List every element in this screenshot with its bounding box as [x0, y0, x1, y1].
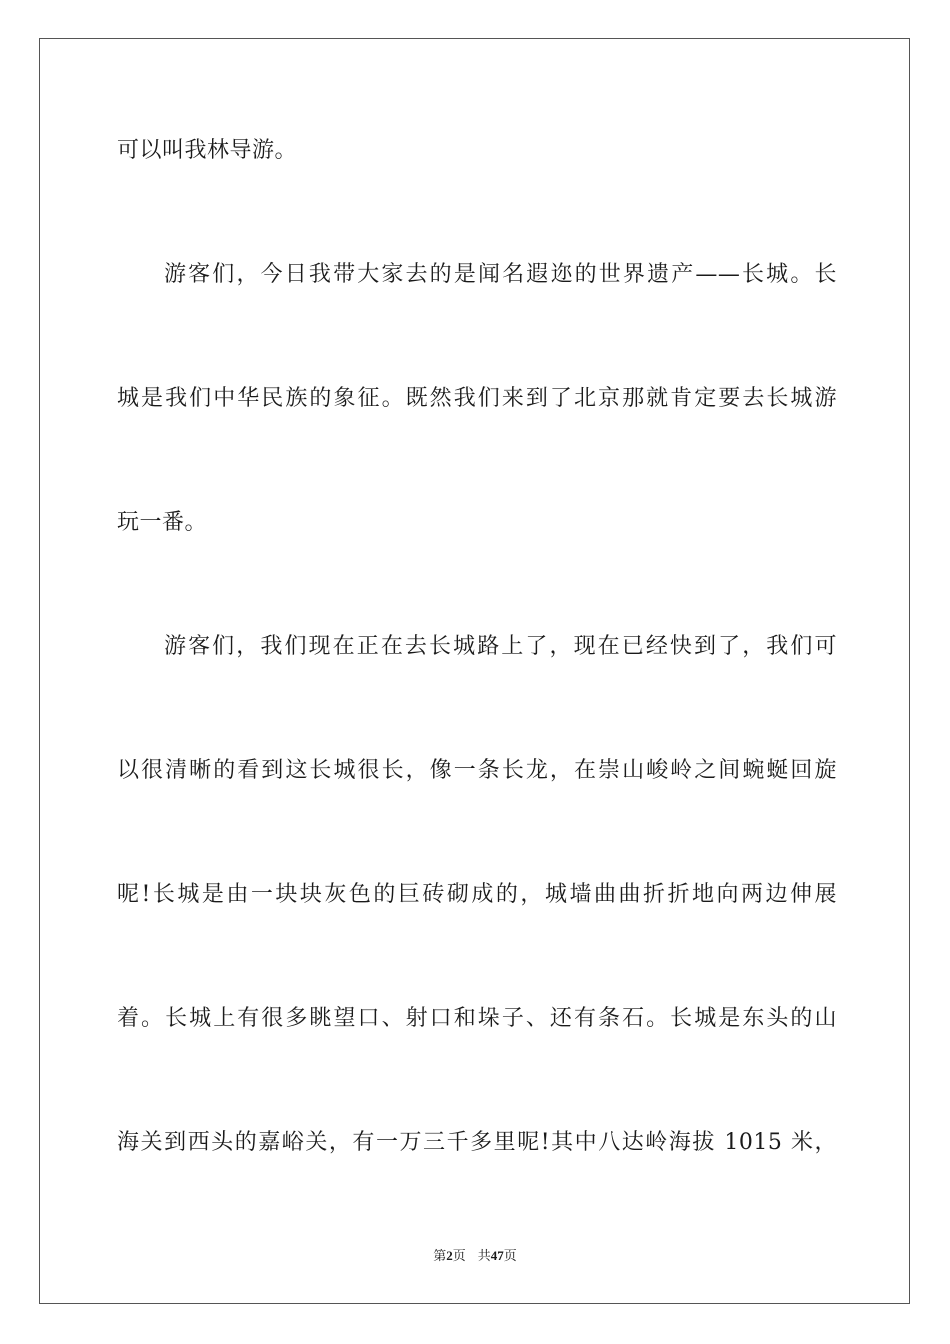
total-suffix: 页	[503, 1249, 517, 1264]
page-prefix: 第	[433, 1249, 447, 1264]
total-pages: 47	[490, 1248, 504, 1263]
page-border	[39, 38, 910, 1304]
total-prefix: 共	[477, 1249, 491, 1264]
text-line-4: 玩一番。	[117, 510, 208, 535]
text-line-7: 呢!长城是由一块块灰色的巨砖砌成的，城墙曲曲折折地向两边伸展	[117, 882, 837, 907]
text-line-3: 城是我们中华民族的象征。既然我们来到了北京那就肯定要去长城游	[117, 386, 837, 411]
page-suffix: 页	[452, 1249, 466, 1264]
text-line-6: 以很清晰的看到这长城很长，像一条长龙，在崇山峻岭之间蜿蜒回旋	[117, 758, 837, 783]
text-line-5: 游客们，我们现在正在去长城路上了，现在已经快到了，我们可	[164, 634, 837, 659]
page-number: 2	[446, 1248, 453, 1263]
text-line-1: 可以叫我林导游。	[117, 138, 298, 163]
page-footer	[0, 1248, 950, 1265]
text-line-2: 游客们，今日我带大家去的是闻名遐迩的世界遗产——长城。长	[164, 262, 837, 287]
text-line-9: 海关到西头的嘉峪关，有一万三千多里呢!其中八达岭海拔 1015 米，	[117, 1130, 837, 1155]
text-line-8: 着。长城上有很多眺望口、射口和垛子、还有条石。长城是东头的山	[117, 1006, 837, 1031]
